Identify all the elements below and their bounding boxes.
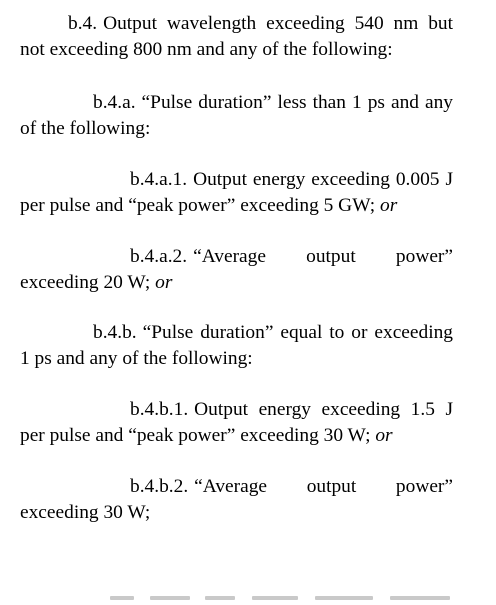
item-text: Output wavelength exceeding 540 nm but not exceeding 800 nm and any of the following: (20, 13, 453, 60)
item-conjunction: or (375, 424, 393, 446)
item-text: Output energy exceeding 1.5 J per pulse and “peak power” exceeding 30 W; (20, 399, 453, 446)
item-conjunction: or (155, 271, 173, 293)
item-text: Output energy exceeding 0.005 J per pulse and “peak power” exceeding 5 GW; (20, 169, 453, 216)
item-text: “Average output power” exceeding 30 W; (20, 476, 453, 523)
paragraph-b-4-a-1 (20, 167, 453, 218)
item-number: b.4.b.1. (130, 399, 189, 420)
document-page (20, 11, 453, 525)
item-number: b.4. (68, 13, 98, 34)
item-number: b.4.b. (93, 322, 137, 343)
item-number: b.4.a.1. (130, 169, 188, 190)
item-number: b.4.a. (93, 92, 136, 113)
paragraph-b-4 (20, 11, 453, 62)
item-text: “Pulse duration” less than 1 ps and any of the following: (20, 92, 453, 139)
paragraph-b-4-b-2 (20, 474, 453, 525)
clipped-next-line (0, 596, 496, 605)
item-number: b.4.b.2. (130, 476, 189, 497)
item-text: “Average output power” exceeding 20 W; (20, 246, 453, 293)
item-text: “Pulse duration” equal to or exceeding 1 ps and any of the following: (20, 322, 453, 369)
item-number: b.4.a.2. (130, 246, 188, 267)
paragraph-b-4-b (20, 320, 453, 371)
paragraph-b-4-a (20, 90, 453, 141)
paragraph-b-4-a-2 (20, 244, 453, 295)
item-conjunction: or (380, 194, 398, 216)
paragraph-b-4-b-1 (20, 397, 453, 448)
